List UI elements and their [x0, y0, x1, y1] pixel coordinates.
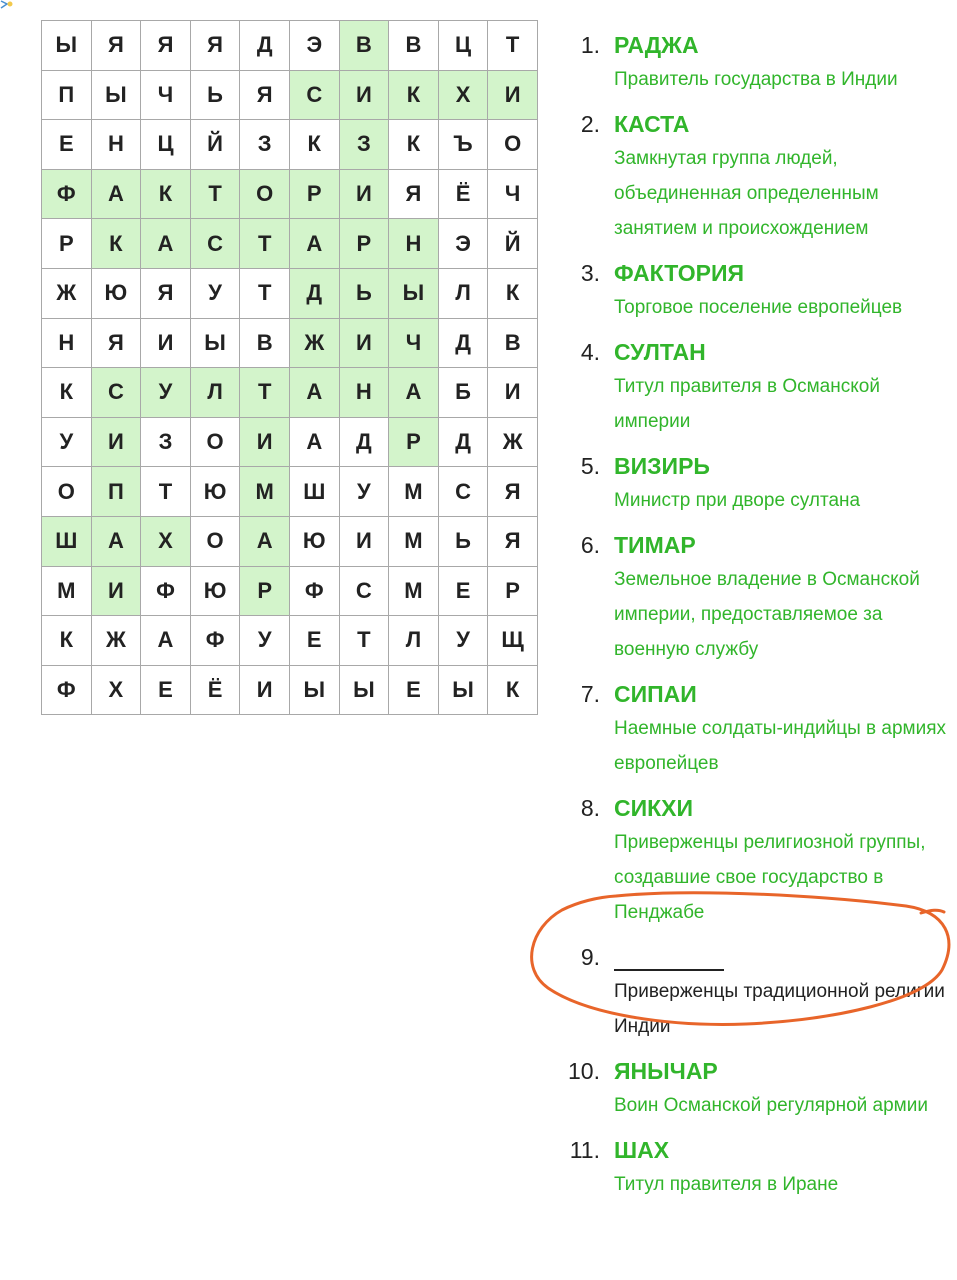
grid-row — [42, 368, 538, 418]
grid-cell[interactable]: Х — [141, 516, 191, 566]
grid-cell[interactable]: Я — [91, 318, 141, 368]
grid-cell[interactable]: Ы — [91, 70, 141, 120]
answer-blank[interactable] — [614, 942, 724, 971]
grid-cell[interactable]: У — [438, 616, 488, 666]
grid-cell[interactable]: С — [190, 219, 240, 269]
grid-cell[interactable]: Ь — [190, 70, 240, 120]
grid-cell[interactable]: Щ — [488, 616, 538, 666]
grid-cell[interactable]: Р — [488, 566, 538, 616]
grid-cell[interactable]: С — [91, 368, 141, 418]
grid-row — [42, 566, 538, 616]
grid-cell[interactable]: И — [240, 417, 290, 467]
clue-definition: Земельное владение в Османской империи, предоставляемое за военную службу — [614, 569, 920, 660]
grid-row — [42, 417, 538, 467]
grid-cell[interactable]: О — [240, 169, 290, 219]
grid-cell[interactable]: В — [488, 318, 538, 368]
grid-row — [42, 516, 538, 566]
grid-cell[interactable]: Н — [42, 318, 92, 368]
grid-cell[interactable]: Я — [91, 21, 141, 71]
grid-cell[interactable]: Д — [438, 417, 488, 467]
grid-cell[interactable]: Ш — [289, 467, 339, 517]
clue-word: РАДЖА — [614, 32, 699, 58]
grid-cell[interactable]: А — [91, 169, 141, 219]
clue-item — [560, 793, 950, 930]
clue-word: СИКХИ — [614, 795, 694, 821]
grid-cell[interactable]: Б — [438, 368, 488, 418]
grid-cell[interactable]: К — [389, 70, 439, 120]
grid-cell[interactable]: Е — [141, 665, 191, 715]
grid-cell[interactable]: Р — [289, 169, 339, 219]
grid-cell[interactable]: Ф — [42, 665, 92, 715]
grid-cell[interactable]: Р — [240, 566, 290, 616]
clue-definition: Замкнутая группа людей, объединенная определенным занятием и происхождением — [614, 148, 879, 239]
grid-cell[interactable]: А — [141, 219, 191, 269]
grid-cell[interactable]: У — [42, 417, 92, 467]
clue-number: 4. — [580, 339, 600, 365]
grid-cell[interactable]: У — [339, 467, 389, 517]
grid-row — [42, 318, 538, 368]
corner-icon — [0, 0, 14, 10]
grid-cell[interactable]: А — [240, 516, 290, 566]
grid-cell[interactable]: У — [141, 368, 191, 418]
clue-number: 3. — [580, 260, 600, 286]
clue-list — [560, 30, 950, 1214]
grid-cell[interactable]: Ю — [190, 467, 240, 517]
grid-cell[interactable]: Н — [339, 368, 389, 418]
grid-cell[interactable]: Я — [488, 467, 538, 517]
grid-cell[interactable]: Ж — [42, 268, 92, 318]
grid-cell[interactable]: Ы — [389, 268, 439, 318]
grid-row — [42, 616, 538, 666]
grid-cell[interactable]: Я — [240, 70, 290, 120]
grid-cell[interactable]: Ю — [190, 566, 240, 616]
grid-cell[interactable]: Ж — [91, 616, 141, 666]
grid-cell[interactable]: А — [141, 616, 191, 666]
clue-item — [560, 1056, 950, 1123]
grid-cell[interactable]: В — [389, 21, 439, 71]
clue-item — [560, 109, 950, 246]
grid-cell[interactable]: Ь — [339, 268, 389, 318]
clue-definition: Наемные солдаты-индийцы в армиях европейцев — [614, 718, 946, 774]
grid-cell[interactable]: Ж — [488, 417, 538, 467]
clue-definition: Титул правителя в Иране — [614, 1174, 839, 1195]
clue-item — [560, 337, 950, 439]
grid-cell[interactable]: Ц — [438, 21, 488, 71]
clue-item-blank — [560, 942, 950, 1044]
grid-cell[interactable]: Д — [289, 268, 339, 318]
grid-cell[interactable]: Ы — [438, 665, 488, 715]
grid-cell[interactable]: Т — [240, 219, 290, 269]
grid-cell[interactable]: И — [339, 169, 389, 219]
clue-word: СИПАИ — [614, 681, 697, 707]
grid-cell[interactable]: К — [289, 120, 339, 170]
grid-cell[interactable]: А — [289, 417, 339, 467]
grid-cell[interactable]: Т — [488, 21, 538, 71]
grid-cell[interactable]: Л — [438, 268, 488, 318]
grid-row — [42, 268, 538, 318]
grid-cell[interactable]: Е — [289, 616, 339, 666]
grid-cell[interactable]: Ч — [389, 318, 439, 368]
grid-cell[interactable]: В — [240, 318, 290, 368]
grid-cell[interactable]: М — [240, 467, 290, 517]
clue-number: 6. — [580, 532, 600, 558]
clue-number: 5. — [580, 453, 600, 479]
grid-cell[interactable]: К — [91, 219, 141, 269]
grid-cell[interactable]: Ф — [42, 169, 92, 219]
grid-cell[interactable]: Х — [91, 665, 141, 715]
grid-cell[interactable]: И — [339, 516, 389, 566]
grid-cell[interactable]: Е — [389, 665, 439, 715]
grid-cell[interactable]: М — [389, 566, 439, 616]
grid-cell[interactable]: К — [488, 665, 538, 715]
grid-cell[interactable]: С — [438, 467, 488, 517]
grid-cell[interactable]: Ф — [289, 566, 339, 616]
grid-cell[interactable]: Ч — [488, 169, 538, 219]
grid-cell[interactable]: К — [389, 120, 439, 170]
grid-cell[interactable]: А — [91, 516, 141, 566]
grid-cell[interactable]: Е — [438, 566, 488, 616]
grid-cell[interactable]: П — [91, 467, 141, 517]
grid-cell[interactable]: Ь — [438, 516, 488, 566]
clue-definition: Торговое поселение европейцев — [614, 297, 903, 318]
grid-cell[interactable]: Ъ — [438, 120, 488, 170]
grid-cell[interactable]: Ы — [339, 665, 389, 715]
grid-cell[interactable]: А — [289, 368, 339, 418]
grid-cell[interactable]: Ч — [141, 70, 191, 120]
grid-cell[interactable]: К — [141, 169, 191, 219]
clue-number: 2. — [580, 111, 600, 137]
grid-cell[interactable]: А — [389, 368, 439, 418]
clue-definition: Министр при дворе султана — [614, 490, 861, 511]
grid-cell[interactable]: Е — [42, 120, 92, 170]
clue-word: КАСТА — [614, 111, 690, 137]
grid-cell[interactable]: И — [91, 566, 141, 616]
clue-word: ТИМАР — [614, 532, 696, 558]
grid-cell[interactable]: Т — [190, 169, 240, 219]
grid-cell[interactable]: Н — [389, 219, 439, 269]
grid-cell[interactable]: О — [42, 467, 92, 517]
grid-cell[interactable]: Ё — [438, 169, 488, 219]
grid-cell[interactable]: Т — [240, 368, 290, 418]
grid-cell[interactable]: М — [389, 516, 439, 566]
grid-cell[interactable]: Я — [488, 516, 538, 566]
grid-row — [42, 467, 538, 517]
grid-cell[interactable]: И — [91, 417, 141, 467]
grid-cell[interactable]: Ы — [190, 318, 240, 368]
grid-cell[interactable]: Ы — [289, 665, 339, 715]
grid-cell[interactable]: Л — [389, 616, 439, 666]
clue-word: СУЛТАН — [614, 339, 706, 365]
grid-cell[interactable]: И — [141, 318, 191, 368]
grid-cell[interactable]: Й — [488, 219, 538, 269]
grid-cell[interactable]: Э — [289, 21, 339, 71]
grid-cell[interactable]: О — [190, 417, 240, 467]
clue-item — [560, 258, 950, 325]
grid-cell[interactable]: В — [339, 21, 389, 71]
grid-row — [42, 219, 538, 269]
grid-row — [42, 21, 538, 71]
grid-cell[interactable]: У — [190, 268, 240, 318]
grid-cell[interactable]: А — [289, 219, 339, 269]
clue-definition: Титул правителя в Османской империи — [614, 376, 880, 432]
clue-definition: Приверженцы религиозной группы, создавшие свое государство в Пенджабе — [614, 832, 926, 923]
clue-item — [560, 451, 950, 518]
clue-number: 8. — [580, 795, 600, 821]
clue-number: 1. — [580, 32, 600, 58]
grid-cell[interactable]: И — [339, 70, 389, 120]
clue-word: ФАКТОРИЯ — [614, 260, 745, 286]
grid-cell[interactable]: Р — [389, 417, 439, 467]
clue-definition: Правитель государства в Индии — [614, 69, 898, 90]
grid-cell[interactable]: Ю — [91, 268, 141, 318]
clue-number: 10. — [568, 1058, 600, 1084]
clue-number: 7. — [580, 681, 600, 707]
grid-cell[interactable]: Я — [141, 268, 191, 318]
clue-item — [560, 1135, 950, 1202]
grid-cell[interactable]: Д — [438, 318, 488, 368]
grid-cell[interactable]: М — [389, 467, 439, 517]
grid-cell[interactable]: Ф — [141, 566, 191, 616]
grid-cell[interactable]: Я — [389, 169, 439, 219]
grid-cell[interactable]: Ц — [141, 120, 191, 170]
grid-cell[interactable]: Я — [190, 21, 240, 71]
clue-word: ВИЗИРЬ — [614, 453, 710, 479]
clue-definition: Воин Османской регулярной армии — [614, 1095, 928, 1116]
grid-cell[interactable]: Р — [339, 219, 389, 269]
grid-cell[interactable]: Ж — [289, 318, 339, 368]
grid-cell[interactable]: У — [240, 616, 290, 666]
grid-cell[interactable]: К — [488, 268, 538, 318]
grid-cell[interactable]: Ы — [42, 21, 92, 71]
grid-cell[interactable]: Т — [240, 268, 290, 318]
grid-cell[interactable]: Ш — [42, 516, 92, 566]
grid-cell[interactable]: Х — [438, 70, 488, 120]
grid-cell[interactable]: И — [240, 665, 290, 715]
grid-cell[interactable]: М — [42, 566, 92, 616]
grid-row — [42, 665, 538, 715]
grid-cell[interactable]: И — [339, 318, 389, 368]
grid-cell[interactable]: Н — [91, 120, 141, 170]
grid-cell[interactable]: Т — [339, 616, 389, 666]
grid-cell[interactable]: Д — [240, 21, 290, 71]
grid-cell[interactable]: Э — [438, 219, 488, 269]
grid-row — [42, 70, 538, 120]
grid-cell[interactable]: С — [339, 566, 389, 616]
grid-cell[interactable]: О — [488, 120, 538, 170]
grid-cell[interactable]: Ф — [190, 616, 240, 666]
grid-cell[interactable]: С — [289, 70, 339, 120]
grid-cell[interactable]: Й — [190, 120, 240, 170]
grid-cell[interactable]: З — [339, 120, 389, 170]
clue-item — [560, 530, 950, 667]
clue-item — [560, 30, 950, 97]
grid-row — [42, 120, 538, 170]
clue-number: 9. — [580, 944, 600, 970]
grid-row — [42, 169, 538, 219]
clue-item — [560, 679, 950, 781]
grid-cell[interactable]: Т — [141, 467, 191, 517]
clue-definition: Приверженцы традиционной религии Индии — [614, 981, 945, 1037]
grid-cell[interactable]: Л — [190, 368, 240, 418]
grid-cell[interactable]: З — [141, 417, 191, 467]
grid-cell[interactable]: Я — [141, 21, 191, 71]
grid-cell[interactable]: Д — [339, 417, 389, 467]
grid-cell[interactable]: К — [42, 616, 92, 666]
grid-cell[interactable]: О — [190, 516, 240, 566]
clue-word: ШАХ — [614, 1137, 670, 1163]
grid-cell[interactable]: К — [42, 368, 92, 418]
word-search-grid — [41, 20, 538, 715]
grid-cell[interactable]: З — [240, 120, 290, 170]
grid-cell[interactable]: Р — [42, 219, 92, 269]
grid-cell[interactable]: Ё — [190, 665, 240, 715]
grid-cell[interactable]: И — [488, 70, 538, 120]
grid-cell[interactable]: П — [42, 70, 92, 120]
clue-word: ЯНЫЧАР — [614, 1058, 718, 1084]
clue-number: 11. — [569, 1137, 600, 1163]
grid-cell[interactable]: И — [488, 368, 538, 418]
grid-cell[interactable]: Ю — [289, 516, 339, 566]
